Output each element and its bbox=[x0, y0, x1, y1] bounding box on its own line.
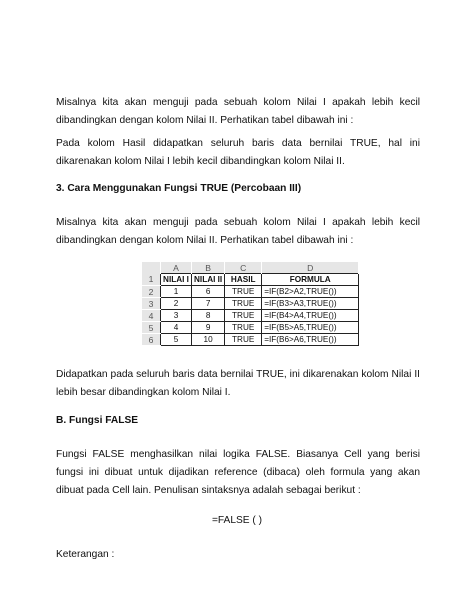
table-row bbox=[142, 334, 359, 346]
table-row bbox=[142, 310, 359, 322]
spreadsheet-table bbox=[142, 262, 359, 346]
cell-nilai-2: 9 bbox=[192, 322, 225, 334]
cell-nilai-2: 8 bbox=[192, 310, 225, 322]
syntax-false: =FALSE ( ) bbox=[211, 515, 263, 526]
header-hasil: HASIL bbox=[225, 274, 262, 286]
paragraph-example: Misalnya kita akan menguji pada sebuah kolom Nilai I apakah lebih kecil dibandingkan dengan kolom Nilai II. Perhatikan tabel dibawah ini : bbox=[56, 217, 420, 246]
cell-formula: =IF(B6>A6,TRUE()) bbox=[262, 334, 359, 346]
row-number: 4 bbox=[142, 310, 161, 322]
header-nilai-1: NILAI I bbox=[161, 274, 192, 286]
paragraph-false-description: Fungsi FALSE menghasilkan nilai logika FALSE. Biasanya Cell yang berisi fungsi ini dibuat untuk dijadikan reference (dibaca) oleh formula yang akan dibuat pada Cell lain. Penulisan sintaksnya adalah sebagai berikut : bbox=[56, 449, 420, 496]
cell-hasil: TRUE bbox=[225, 322, 262, 334]
header-formula: FORMULA bbox=[262, 274, 359, 286]
col-letter-d: D bbox=[262, 262, 359, 274]
row-number: 5 bbox=[142, 322, 161, 334]
cell-nilai-2: 6 bbox=[192, 286, 225, 298]
col-letter-b: B bbox=[192, 262, 225, 274]
table-header-row bbox=[142, 274, 359, 286]
cell-nilai-1: 4 bbox=[161, 322, 192, 334]
cell-hasil: TRUE bbox=[225, 298, 262, 310]
header-nilai-2: NILAI II bbox=[192, 274, 225, 286]
cell-nilai-1: 1 bbox=[161, 286, 192, 298]
cell-nilai-2: 7 bbox=[192, 298, 225, 310]
cell-formula: =IF(B5>A5,TRUE()) bbox=[262, 322, 359, 334]
paragraph-result: Pada kolom Hasil didapatkan seluruh baris data bernilai TRUE, hal ini dikarenakan kolom Nilai I lebih kecil dibandingkan kolom Nilai II. bbox=[56, 138, 420, 167]
cell-hasil: TRUE bbox=[225, 310, 262, 322]
col-letter-a: A bbox=[161, 262, 192, 274]
table-row bbox=[142, 322, 359, 334]
keterangan-label: Keterangan : bbox=[56, 549, 115, 560]
row-number: 1 bbox=[142, 274, 161, 286]
col-letter-c: C bbox=[225, 262, 262, 274]
column-letters-row bbox=[142, 262, 359, 274]
cell-nilai-1: 3 bbox=[161, 310, 192, 322]
paragraph-intro: Misalnya kita akan menguji pada sebuah kolom Nilai I apakah lebih kecil dibandingkan dengan kolom Nilai II. Perhatikan tabel dibawah ini : bbox=[56, 97, 420, 126]
cell-formula: =IF(B4>A4,TRUE()) bbox=[262, 310, 359, 322]
heading-cara-true-3: 3. Cara Menggunakan Fungsi TRUE (Percobaan III) bbox=[56, 183, 302, 194]
heading-fungsi-false: B. Fungsi FALSE bbox=[56, 415, 139, 426]
cell-hasil: TRUE bbox=[225, 334, 262, 346]
cell-formula: =IF(B2>A2,TRUE()) bbox=[262, 286, 359, 298]
row-number: 6 bbox=[142, 334, 161, 346]
cell-hasil: TRUE bbox=[225, 286, 262, 298]
row-number: 3 bbox=[142, 298, 161, 310]
cell-nilai-1: 5 bbox=[161, 334, 192, 346]
cell-nilai-2: 10 bbox=[192, 334, 225, 346]
corner-cell bbox=[142, 262, 161, 274]
cell-nilai-1: 2 bbox=[161, 298, 192, 310]
table-row bbox=[142, 286, 359, 298]
row-number: 2 bbox=[142, 286, 161, 298]
table-row bbox=[142, 298, 359, 310]
cell-formula: =IF(B3>A3,TRUE()) bbox=[262, 298, 359, 310]
paragraph-conclusion: Didapatkan pada seluruh baris data bernilai TRUE, ini dikarenakan kolom Nilai II lebih besar dibandingkan kolom Nilai I. bbox=[56, 369, 420, 398]
